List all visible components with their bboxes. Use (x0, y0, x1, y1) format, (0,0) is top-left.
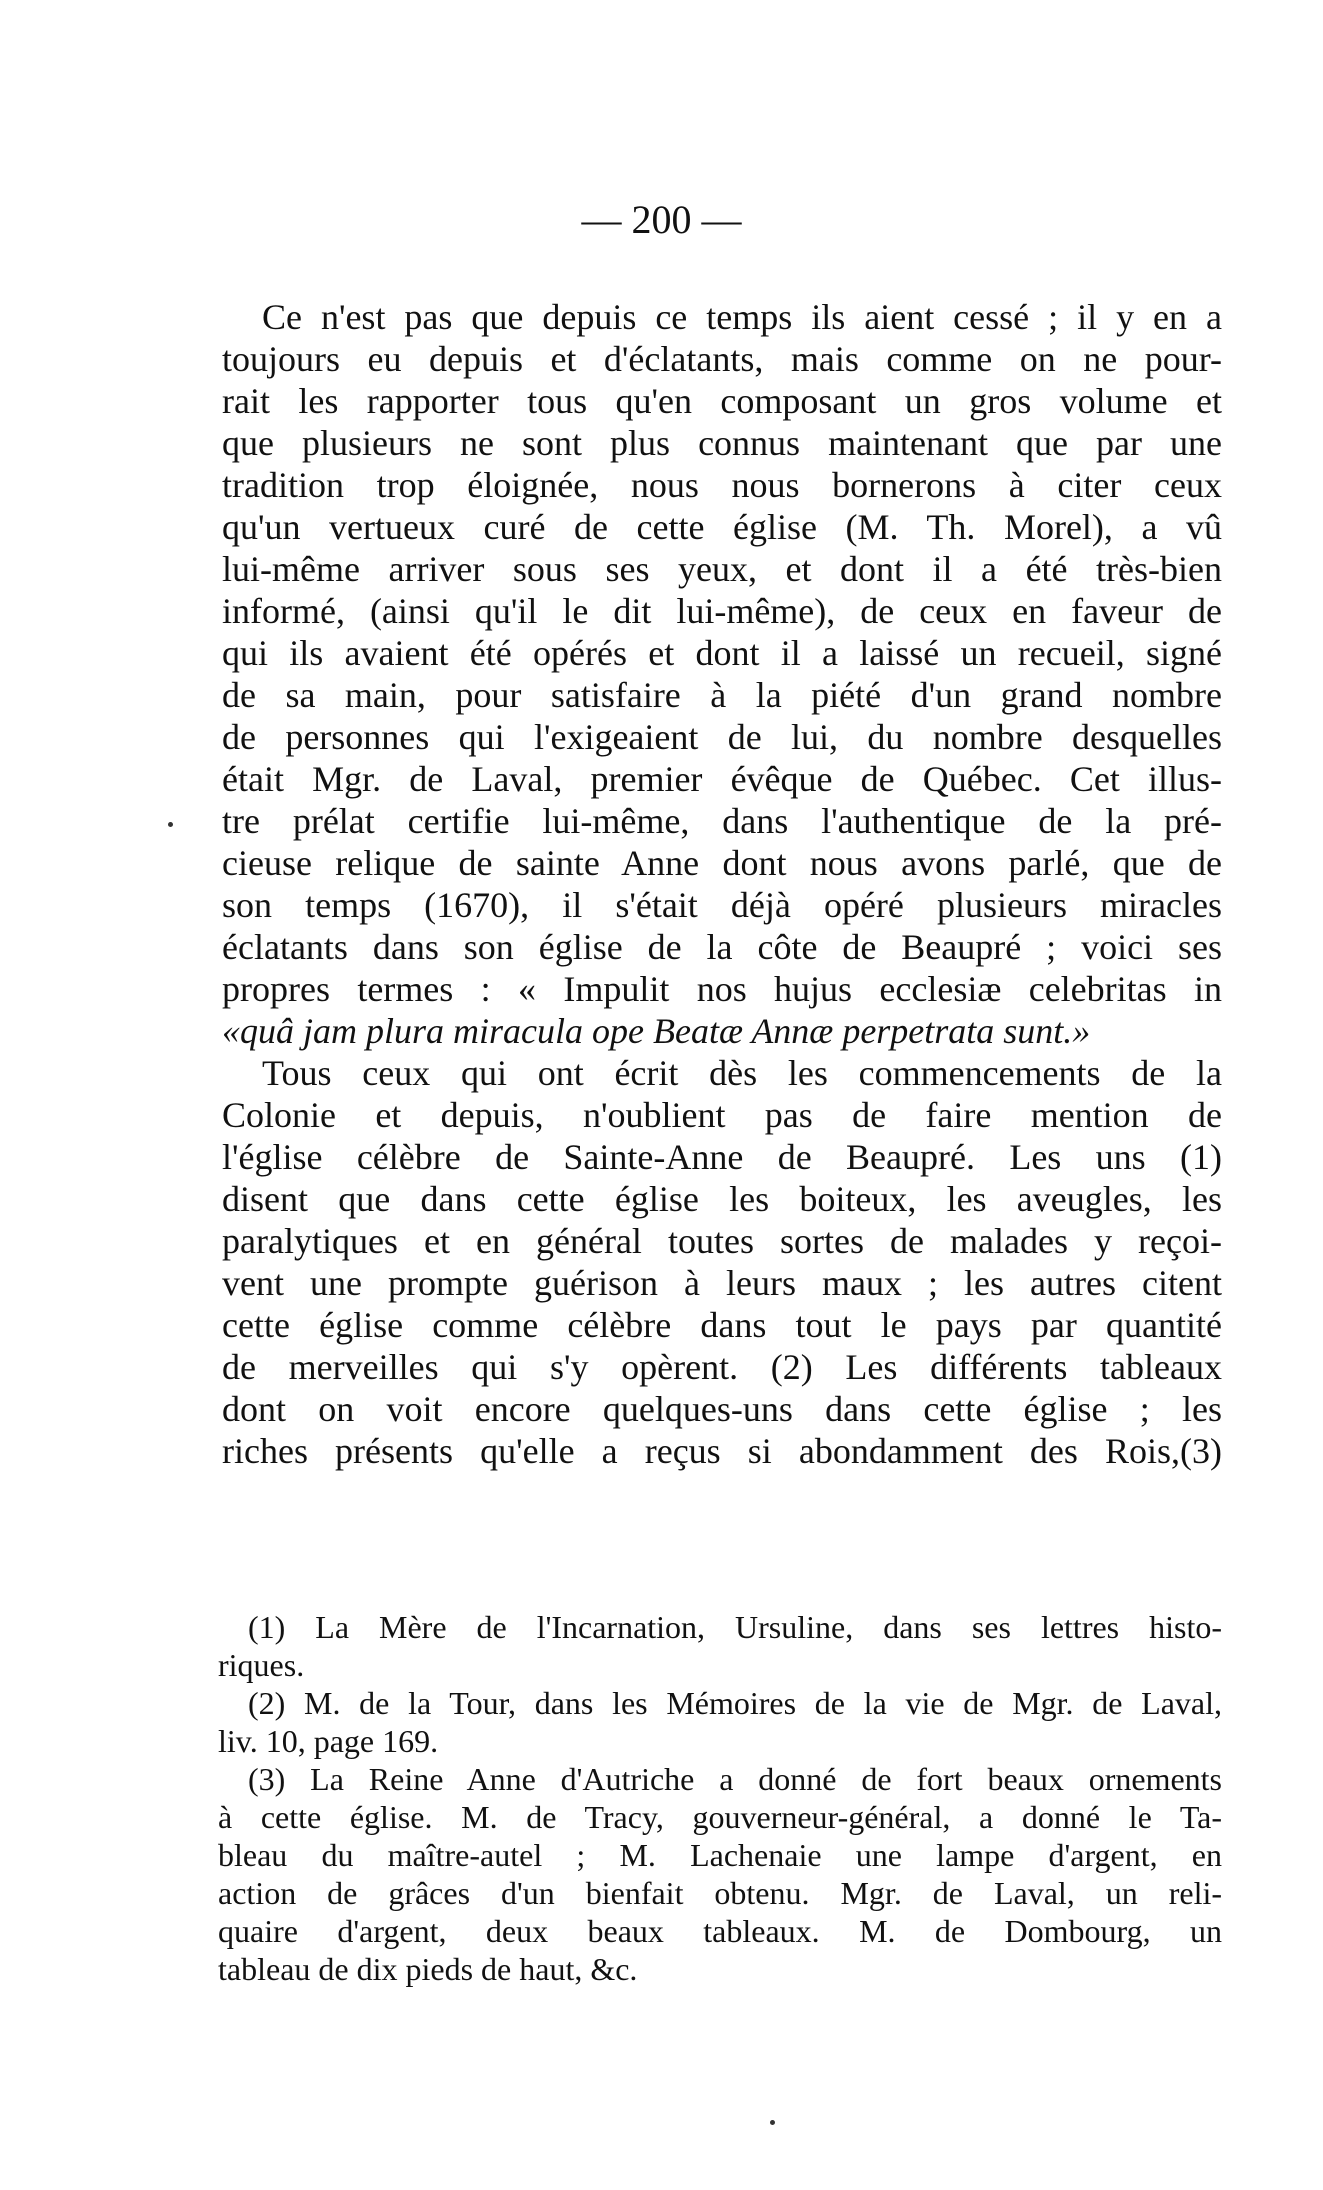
text-line: cieuse relique de sainte Anne dont nous avons parlé, que de (222, 843, 1222, 883)
footnote-line: (2) M. de la Tour, dans les Mémoires de la vie de Mgr. de Laval, (248, 1685, 1222, 1721)
text-line: de sa main, pour satisfaire à la piété d'un grand nombre (222, 675, 1222, 715)
text-line: était Mgr. de Laval, premier évêque de Québec. Cet illus- (222, 759, 1222, 799)
text-line: son temps (1670), il s'était déjà opéré plusieurs miracles (222, 885, 1222, 925)
footnote-line: (3) La Reine Anne d'Autriche a donné de fort beaux ornements (248, 1761, 1222, 1797)
margin-speck (770, 2120, 775, 2125)
footnotes (218, 1608, 1222, 1988)
text-line: tre prélat certifie lui-même, dans l'authentique de la pré- (222, 801, 1222, 841)
footnote-line: bleau du maître-autel ; M. Lachenaie une lampe d'argent, en (218, 1837, 1222, 1873)
text-line: Ce n'est pas que depuis ce temps ils aient cessé ; il y en a (262, 297, 1222, 337)
text-line: l'église célèbre de Sainte-Anne de Beaupré. Les uns (1) (222, 1137, 1222, 1177)
text-line: paralytiques et en général toutes sortes de malades y reçoi- (222, 1221, 1222, 1261)
text-line: propres termes : « Impulit nos hujus ecclesiæ celebritas in (222, 969, 1222, 1009)
footnote-line: action de grâces d'un bienfait obtenu. Mgr. de Laval, un reli- (218, 1875, 1222, 1911)
text-line: vent une prompte guérison à leurs maux ; les autres citent (222, 1263, 1222, 1303)
text-line: cette église comme célèbre dans tout le pays par quantité (222, 1305, 1222, 1345)
text-line: dont on voit encore quelques-uns dans cette église ; les (222, 1389, 1222, 1429)
text-line: rait les rapporter tous qu'en composant un gros volume et (222, 381, 1222, 421)
text-line: tradition trop éloignée, nous nous bornerons à citer ceux (222, 465, 1222, 505)
text-line: de merveilles qui s'y opèrent. (2) Les différents tableaux (222, 1347, 1222, 1387)
text-line: que plusieurs ne sont plus connus maintenant que par une (222, 423, 1222, 463)
footnote-line: riques. (218, 1647, 305, 1683)
footnote-line: à cette église. M. de Tracy, gouverneur-général, a donné le Ta- (218, 1799, 1222, 1835)
footnote-line: liv. 10, page 169. (218, 1723, 439, 1759)
text-line: qui ils avaient été opérés et dont il a laissé un recueil, signé (222, 633, 1222, 673)
text-line: Colonie et depuis, n'oublient pas de faire mention de (222, 1095, 1222, 1135)
text-line: Tous ceux qui ont écrit dès les commencements de la (262, 1053, 1222, 1093)
main-text (222, 296, 1222, 1472)
text-line: qu'un vertueux curé de cette église (M. Th. Morel), a vû (222, 507, 1222, 547)
text-line-latin-quote: «quâ jam plura miracula ope Beatæ Annæ perpetrata sunt.» (222, 1011, 1091, 1051)
text-line: riches présents qu'elle a reçus si abondamment des Rois,(3) (222, 1431, 1222, 1471)
text-line: lui-même arriver sous ses yeux, et dont il a été très-bien (222, 549, 1222, 589)
page-number: — 200 — (581, 197, 742, 242)
footnote-line: tableau de dix pieds de haut, &c. (218, 1951, 638, 1987)
text-line: toujours eu depuis et d'éclatants, mais comme on ne pour- (222, 339, 1222, 379)
footnote-line: quaire d'argent, deux beaux tableaux. M. de Dombourg, un (218, 1913, 1222, 1949)
text-line: de personnes qui l'exigeaient de lui, du nombre desquelles (222, 717, 1222, 757)
margin-speck (168, 822, 173, 827)
text-line: disent que dans cette église les boiteux, les aveugles, les (222, 1179, 1222, 1219)
text-line: informé, (ainsi qu'il le dit lui-même), de ceux en faveur de (222, 591, 1222, 631)
text-line: éclatants dans son église de la côte de Beaupré ; voici ses (222, 927, 1222, 967)
footnote-line: (1) La Mère de l'Incarnation, Ursuline, dans ses lettres histo- (248, 1609, 1222, 1645)
